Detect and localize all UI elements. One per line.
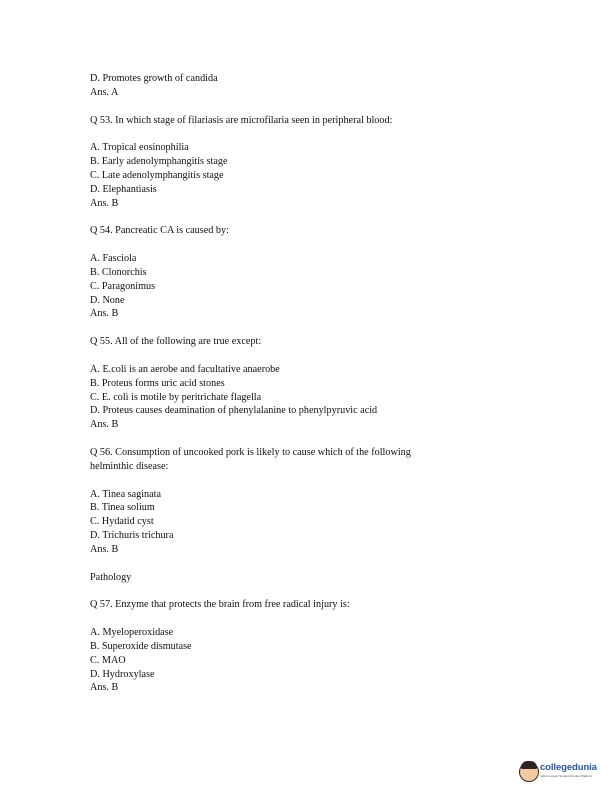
question-56: Q 56. Consumption of uncooked pork is likely to cause which of the following bbox=[90, 446, 411, 458]
option-line: D. Trichuris trichura bbox=[90, 529, 174, 541]
option-line: D. Hydroxylase bbox=[90, 668, 155, 680]
answer-line: Ans. B bbox=[90, 543, 119, 555]
answer-line: Ans. B bbox=[90, 308, 119, 320]
option-line: A. Tinea saginata bbox=[90, 488, 162, 500]
option-line: A. Myeloperoxidase bbox=[90, 627, 174, 639]
option-line: C. E. coli is motile by peritrichate flagella bbox=[90, 391, 262, 403]
option-line: B. Tinea solium bbox=[90, 502, 155, 514]
question-54: Q 54. Pancreatic CA is caused by: bbox=[90, 225, 229, 237]
option-line: C. Hydatid cyst bbox=[90, 516, 154, 528]
question-55: Q 55. All of the following are true except: bbox=[90, 336, 262, 348]
option-line: D. Elephantiasis bbox=[90, 183, 157, 195]
option-line: D. None bbox=[90, 294, 125, 306]
student-mascot-icon bbox=[519, 762, 539, 782]
option-line: B. Early adenolymphangitis stage bbox=[90, 156, 228, 168]
collegedunia-logo bbox=[519, 760, 599, 784]
answer-line: Ans. A bbox=[90, 86, 119, 98]
answer-line: Ans. B bbox=[90, 419, 119, 431]
logo-brand: collegedunia bbox=[540, 762, 597, 773]
question-56-continued: helminthic disease: bbox=[90, 460, 169, 472]
option-line: B. Superoxide dismutase bbox=[90, 640, 192, 652]
logo-tagline: India's largest Student Review Platform bbox=[540, 774, 593, 778]
option-line: D. Proteus causes deamination of phenylalanine to phenylpyruvic acid bbox=[90, 405, 378, 417]
option-line: B. Proteus forms uric acid stones bbox=[90, 377, 225, 389]
answer-line: Ans. B bbox=[90, 682, 119, 694]
document-body bbox=[90, 72, 560, 695]
option-line: B. Clonorchis bbox=[90, 266, 147, 278]
option-line: A. Tropical eosinophilia bbox=[90, 142, 189, 154]
question-57: Q 57. Enzyme that protects the brain from free radical injury is: bbox=[90, 599, 350, 611]
text-line: D. Promotes growth of candida bbox=[90, 73, 218, 84]
section-heading: Pathology bbox=[90, 571, 132, 583]
answer-line: Ans. B bbox=[90, 197, 119, 209]
option-line: C. Late adenolymphangitis stage bbox=[90, 169, 224, 181]
option-line: C. Paragonimus bbox=[90, 280, 156, 292]
option-line: A. Fasciola bbox=[90, 253, 137, 265]
question-53: Q 53. In which stage of filariasis are microfilaria seen in peripheral blood: bbox=[90, 114, 393, 126]
option-line: C. MAO bbox=[90, 654, 126, 666]
option-line: A. E.coli is an aerobe and facultative anaerobe bbox=[90, 363, 280, 375]
